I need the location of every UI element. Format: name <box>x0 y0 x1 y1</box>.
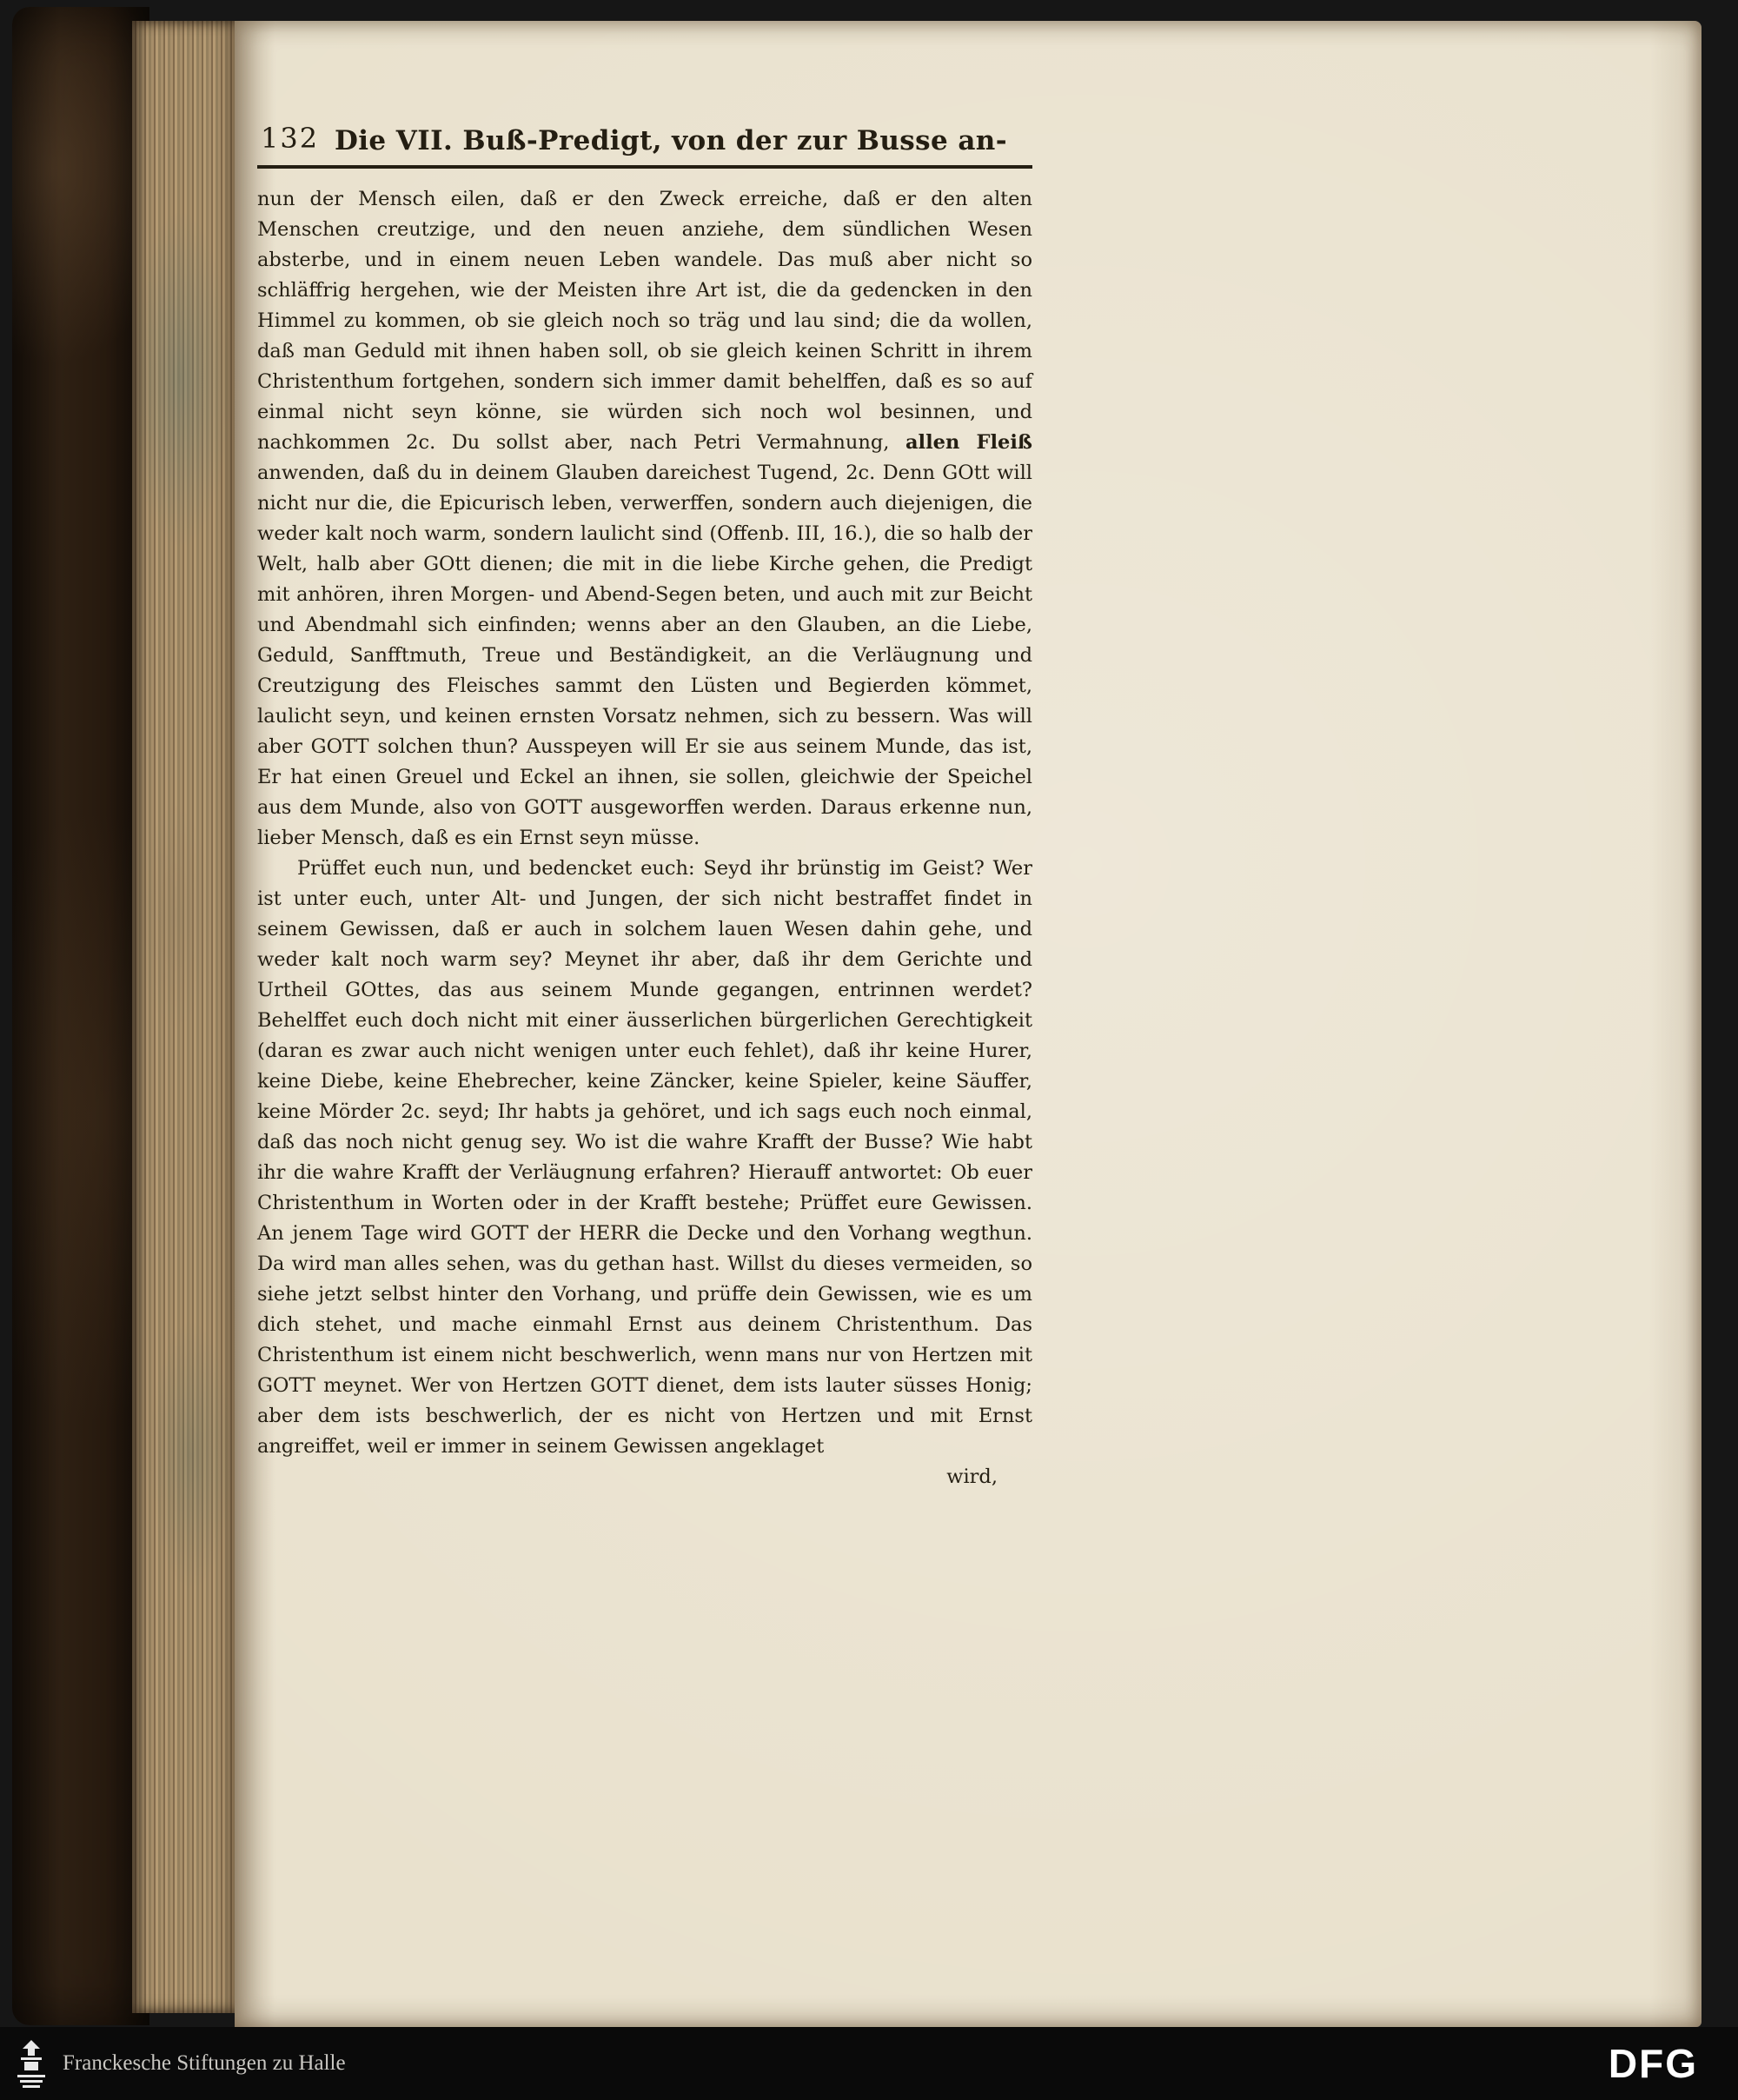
institution-label: Franckesche Stiftungen zu Halle <box>63 2051 346 2075</box>
text-run: anwenden, daß du in deinem Glauben dareichest Tugend, 2c. Denn GOtt will nicht nur die, die Epicurisch leben, verwerffen, sondern auch diejenigen, die weder kalt noch warm, sondern laulicht sind (Offenb. III, 16.), die so halb der Welt, halb aber GOtt dienen; die mit in die liebe Kirche gehen, die Predigt mit anhören, ihren Morgen- und Abend-Segen beten, und auch mit zur Beicht und Abendmahl sich einfinden; wenns aber an den Glauben, an die Liebe, Geduld, Sanfftmuth, Treue und Beständigkeit, an die Verläugnung und Creutzigung des Fleisches sammt den Lüsten und Begierden kömmet, laulicht seyn, und keinen ernsten Vorsatz nehmen, sich zu bessern. Was will aber GOTT solchen thun? Ausspeyen will Er sie aus seinem Munde, das ist, Er hat einen Greuel und Eckel an ihnen, sie sollen, gleichwie der Speichel aus dem Munde, also von GOTT ausgeworffen werden. Daraus erkenne nun, lieber Mensch, daß es ein Ernst seyn müsse. <box>257 462 1032 849</box>
page-header <box>257 108 1032 158</box>
book-page-edges <box>132 21 240 2013</box>
header-rule <box>257 165 1032 169</box>
text-run: Prüffet euch nun, und bedencket euch: Seyd ihr brünstig im Geist? Wer ist unter euch, unter Alt- und Jungen, der sich nicht bestraffet findet in seinem Gewissen, daß er auch in solchem lauen Wesen dahin gehe, und weder kalt noch warm sey? Meynet ihr aber, daß ihr dem Gerichte und Urtheil GOttes, das aus seinem Munde gegangen, entrinnen werdet? Behelffet euch doch nicht mit einer äusserlichen bürgerlichen Gerechtigkeit (daran es zwar auch nicht wenigen unter euch fehlet), daß ihr keine Hurer, keine Diebe, keine Ehebrecher, keine Zäncker, keine Spieler, keine Säuffer, keine Mörder 2c. seyd; Ihr habts ja gehöret, und ich sags euch noch einmal, daß das noch nicht genug sey. Wo ist die wahre Krafft der Busse? Wie habt ihr die wahre Krafft der Verläugnung erfahren? Hierauff antwortet: Ob euer Christenthum in Worten oder in der Krafft bestehe; Prüffet eure Gewissen. An jenem Tage wird GOTT der HERR die Decke und den Vorhang wegthun. Da wird man alles sehen, was du gethan hast. Willst du dieses vermeiden, so siehe jetzt selbst hinter den Vorhang, und prüffe dein Gewissen, wie es um dich stehet, und mache einmahl Ernst aus deinem Christenthum. Das Christenthum ist einem nicht beschwerlich, wenn mans nur von Hertzen mit GOTT meynet. Wer von Hertzen GOTT dienet, dem ists lauter süsses Honig; aber dem ists beschwerlich, der es nicht von Hertzen und mit Ernst angreiffet, weil er immer in seinem Gewissen angeklaget <box>257 857 1032 1458</box>
page-body-text <box>257 184 1032 1462</box>
dfg-logo: DFG <box>1608 2041 1698 2086</box>
viewer-footer-bar <box>0 2027 1738 2100</box>
catchword: wird, <box>946 1465 998 1488</box>
footer-institution <box>14 2037 346 2090</box>
paragraph <box>257 854 1032 1462</box>
book-cover <box>12 7 149 2025</box>
page-text-column <box>257 108 1032 1492</box>
franckesche-stiftungen-logo <box>14 2037 49 2090</box>
text-run: nun der Mensch eilen, daß er den Zweck erreiche, daß er den alten Menschen creutzige, und den neuen anziehe, dem sündlichen Wesen absterbe, und in einem neuen Leben wandele. Das muß aber nicht so schläffrig hergehen, wie der Meisten ihre Art ist, die da gedencken in den Himmel zu kommen, ob sie gleich noch so träg und lau sind; die da wollen, daß man Geduld mit ihnen haben soll, ob sie gleich keinen Schritt in ihrem Christenthum fortgehen, sondern sich immer damit behelffen, daß es so auf einmal nicht seyn könne, sie würden sich noch wol besinnen, und nachkommen 2c. Du sollst aber, nach Petri Vermahnung, <box>257 188 1032 454</box>
paragraph <box>257 184 1032 854</box>
book-page <box>235 21 1702 2027</box>
running-title: Die VII. Buß-Predigt, von der zur Busse an- <box>334 125 1008 156</box>
page-number: 132 <box>261 122 320 155</box>
emphasized-text-run: allen Fleiß <box>905 431 1032 454</box>
